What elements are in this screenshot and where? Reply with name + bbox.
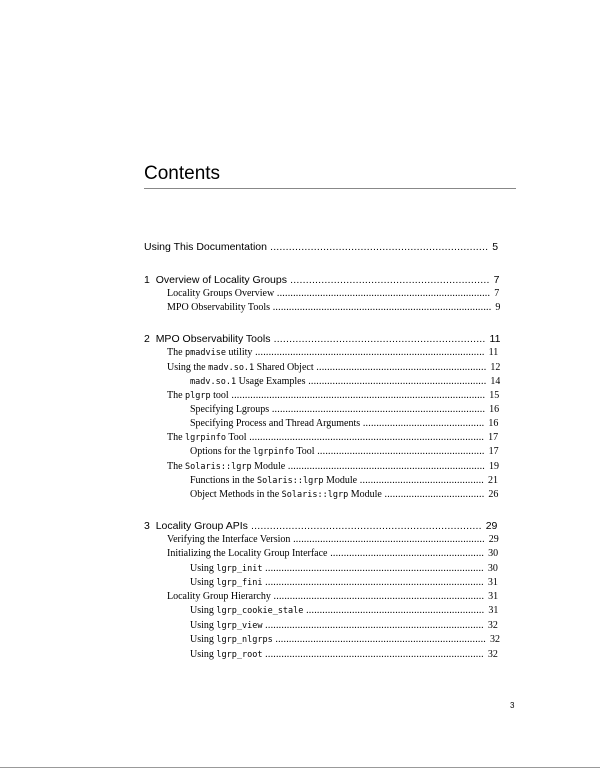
toc-entry-title — [144, 241, 267, 253]
code-text: madv.so.1 — [208, 363, 255, 373]
toc-entry[interactable] — [167, 389, 500, 403]
title-text: Verifying the Interface Version — [167, 534, 291, 545]
toc-entry[interactable] — [167, 533, 500, 547]
toc-entry[interactable] — [167, 547, 500, 561]
toc-page-number: 11 — [488, 347, 499, 358]
toc-entry[interactable] — [190, 648, 500, 662]
toc-entry-title — [167, 288, 274, 299]
toc-entry-title — [167, 362, 314, 373]
toc-entry[interactable] — [190, 375, 500, 389]
dot-leader: ................................................................ — [287, 274, 490, 286]
toc-entry-title — [190, 634, 273, 645]
toc-entry[interactable] — [167, 460, 500, 474]
toc-page-number: 32 — [487, 649, 498, 660]
toc-page-number: 30 — [488, 548, 499, 559]
code-text: lgrpinfo — [253, 447, 294, 457]
toc-entry-title — [156, 520, 248, 532]
toc-page-number: 7 — [493, 274, 500, 286]
code-text: lgrpinfo — [185, 433, 226, 443]
title-text: Module — [323, 475, 358, 486]
title-text: The — [167, 432, 186, 443]
dot-leader: ..................................................................................... — [252, 347, 485, 358]
toc-entry-title — [167, 461, 285, 472]
title-text: Using — [190, 577, 217, 588]
title-text: Functions in the — [190, 475, 257, 486]
code-text: Solaris::lgrp — [281, 490, 349, 500]
title-text: Using — [190, 563, 217, 574]
code-text: lgrp_nlgrps — [216, 635, 273, 645]
title-text: Tool — [226, 432, 247, 443]
toc-page-number: 29 — [488, 534, 499, 545]
toc-entry[interactable] — [167, 301, 500, 315]
toc-page-number: 9 — [495, 302, 500, 313]
title-text: Using — [190, 605, 217, 616]
code-text: lgrp_view — [216, 621, 263, 631]
dot-leader: ...................................................................... — [266, 241, 489, 253]
toc-entry-title — [156, 274, 287, 286]
code-text: lgrp_init — [216, 564, 263, 574]
title-text: MPO Observability Tools — [155, 333, 271, 345]
toc-entry-title — [190, 577, 262, 588]
title-text: The — [167, 461, 186, 472]
title-text: tool — [210, 390, 229, 401]
toc-page-number: 17 — [488, 446, 499, 457]
toc-page-number: 32 — [490, 634, 500, 645]
toc-entry-title — [190, 563, 262, 574]
code-text: plgrp — [185, 391, 211, 401]
title-text: utility — [226, 347, 253, 358]
title-text: Initializing the Locality Group Interface — [167, 548, 328, 559]
title-text: Using — [190, 620, 217, 631]
dot-leader: .......................................................................... — [247, 520, 482, 532]
title-text: Using This Documentation — [144, 241, 267, 253]
dot-leader: .............................................................. — [314, 446, 485, 457]
dot-leader: ......................................................................... — [285, 461, 485, 472]
toc-page-number: 16 — [488, 418, 499, 429]
toc-page-number: 31 — [488, 591, 499, 602]
toc-entry-title — [190, 475, 357, 486]
title-text: Locality Group APIs — [155, 520, 248, 532]
dot-leader: .............................................................................. — [270, 591, 485, 602]
title-text: Tool — [294, 446, 315, 457]
toc-page-number: 7 — [494, 288, 500, 299]
title-rule — [144, 188, 516, 189]
toc-entry-title — [190, 418, 360, 429]
dot-leader: ..................................... — [381, 489, 485, 500]
toc-page-number: 16 — [489, 404, 500, 415]
toc-entry[interactable] — [167, 431, 500, 445]
toc-entry[interactable] — [144, 273, 500, 287]
toc-entry[interactable] — [144, 519, 500, 533]
page-number: 3 — [510, 701, 515, 710]
toc-entry-title — [190, 404, 269, 415]
title-text: Overview of Locality Groups — [155, 274, 287, 286]
code-text: madv.so.1 — [190, 377, 237, 387]
toc-entry[interactable] — [167, 361, 500, 375]
title-text: Shared Object — [254, 362, 314, 373]
toc-entry[interactable] — [190, 474, 500, 488]
title-text: Module — [251, 461, 286, 472]
toc-entry-title — [167, 534, 290, 545]
dot-leader: .................................................................. — [305, 376, 487, 387]
title-text: Usage Examples — [236, 376, 306, 387]
toc-page-number: 31 — [487, 577, 498, 588]
toc-entry[interactable] — [167, 287, 500, 301]
code-text: lgrp_cookie_stale — [216, 606, 304, 616]
toc-page-number: 19 — [489, 461, 499, 472]
toc-entry-title — [167, 390, 229, 401]
dot-leader: ............................................................................... — [269, 404, 486, 415]
title-text: Using the — [167, 362, 209, 373]
code-text: Solaris::lgrp — [256, 476, 324, 486]
toc-entry-title — [156, 333, 271, 345]
toc-entry[interactable] — [190, 576, 500, 590]
dot-leader: .............................................................................. — [272, 634, 487, 645]
toc-page-number: 21 — [488, 475, 498, 486]
chapter-number: 3 — [144, 520, 150, 532]
dot-leader: ....................................................................................... — [246, 432, 485, 443]
toc-page-number: 26 — [488, 489, 499, 500]
dot-leader: .................................................................. — [303, 605, 485, 616]
dot-leader: ......................................................... — [327, 548, 485, 559]
dot-leader: ....................................................................... — [290, 534, 485, 545]
footer-rule — [0, 767, 600, 768]
toc-page-number: 30 — [487, 563, 498, 574]
title-text: Options for the — [190, 446, 254, 457]
toc-entry-title — [167, 432, 247, 443]
dot-leader: ............................................................................... — [274, 288, 491, 299]
title-text: Locality Groups Overview — [167, 288, 275, 299]
dot-leader: ................................................................................. — [262, 649, 484, 660]
dot-leader: ................................................................................. — [270, 302, 492, 313]
toc-page-number: 15 — [489, 390, 500, 401]
title-text: Locality Group Hierarchy — [167, 591, 271, 602]
toc-entry-title — [190, 489, 382, 500]
toc-page-number: 32 — [487, 620, 498, 631]
toc-entry[interactable] — [190, 417, 500, 431]
toc-entry[interactable] — [144, 332, 500, 346]
code-text: lgrp_fini — [216, 578, 263, 588]
title-text: The — [167, 390, 186, 401]
dot-leader: .................................................................... — [270, 333, 486, 345]
toc-entry[interactable] — [167, 346, 500, 360]
dot-leader: ............................................. — [360, 418, 485, 429]
toc-entry[interactable] — [190, 403, 500, 417]
title-text: Specifying Process and Thread Arguments — [190, 418, 361, 429]
toc-entry-title — [190, 605, 303, 616]
toc-entry[interactable] — [190, 445, 500, 459]
code-text: pmadvise — [185, 348, 226, 358]
toc-page-number: 31 — [488, 605, 499, 616]
title-text: MPO Observability Tools — [167, 302, 271, 313]
toc-entry-title — [190, 446, 315, 457]
toc-entry-title — [167, 591, 271, 602]
toc-entry-title — [167, 302, 270, 313]
toc-entry[interactable] — [190, 633, 500, 647]
toc-page-number: 29 — [485, 520, 498, 532]
toc-page-number: 14 — [490, 376, 500, 387]
toc-entry-title — [190, 376, 306, 387]
dot-leader: ............................................................... — [313, 362, 487, 373]
page-title: Contents — [144, 163, 221, 184]
title-text: Specifying Lgroups — [190, 404, 270, 415]
toc-entry-title — [167, 548, 328, 559]
title-text: Module — [348, 489, 382, 500]
title-text: Using — [190, 634, 217, 645]
dot-leader: ................................................................................. — [262, 577, 484, 588]
code-text: lgrp_root — [216, 650, 263, 660]
dot-leader: ................................................................................. — [262, 563, 484, 574]
toc-entry[interactable] — [190, 604, 500, 618]
toc-page-number: 17 — [488, 432, 499, 443]
chapter-number: 2 — [144, 333, 150, 345]
dot-leader: ................................................................................. — [262, 620, 484, 631]
toc-entry[interactable] — [190, 619, 500, 633]
toc-entry[interactable] — [190, 562, 500, 576]
toc-entry[interactable] — [190, 488, 500, 502]
title-text: The — [167, 347, 186, 358]
toc-entry[interactable] — [167, 590, 500, 604]
toc-page-number: 12 — [490, 362, 500, 373]
toc-entry-title — [167, 347, 252, 358]
code-text: Solaris::lgrp — [185, 462, 252, 472]
toc-entry-title — [190, 649, 262, 660]
toc-page-number: 11 — [489, 333, 500, 345]
title-text: Using — [190, 649, 217, 660]
chapter-number: 1 — [144, 274, 150, 286]
dot-leader: .............................................. — [357, 475, 484, 486]
dot-leader: .............................................................................................. — [228, 390, 486, 401]
toc-page-number: 5 — [492, 241, 499, 253]
title-text: Object Methods in the — [190, 489, 282, 500]
toc-entry[interactable] — [144, 240, 500, 254]
toc-entry-title — [190, 620, 262, 631]
